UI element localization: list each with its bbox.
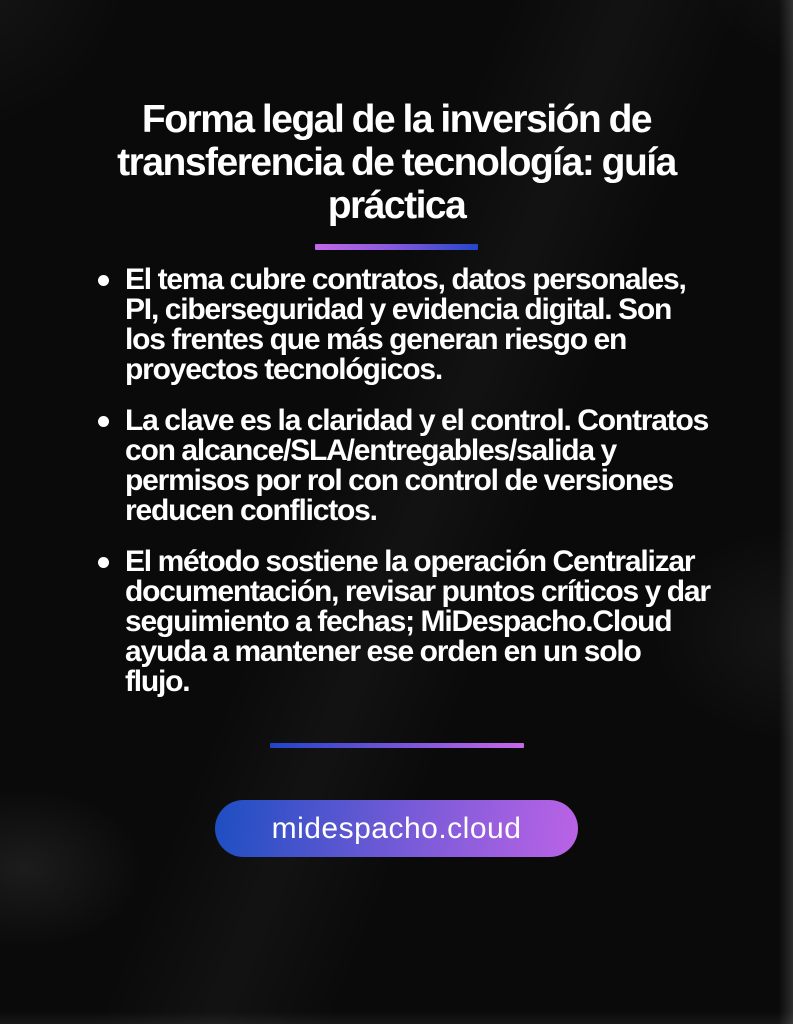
bullet-text: La clave es la claridad y el control. Contratos con alcance/SLA/entregables/salida y permisos por rol con control de versiones reducen conflictos. (125, 404, 709, 527)
gradient-divider-top (315, 244, 478, 250)
list-item (98, 265, 710, 385)
list-item (98, 547, 710, 697)
brand-cta-button[interactable]: midespacho.cloud (215, 800, 578, 857)
gradient-divider-bottom (270, 743, 524, 748)
bullet-dot-icon (98, 557, 109, 568)
page-title: Forma legal de la inversión de transferencia de tecnología: guía práctica (117, 98, 676, 227)
list-item (98, 406, 710, 526)
bullet-dot-icon (98, 275, 109, 286)
bullet-text: El método sostiene la operación Centralizar documentación, revisar puntos críticos y dar seguimiento a fechas; MiDespacho.Cloud ayuda a mantener ese orden en un solo flujo. (125, 545, 710, 698)
bullet-dot-icon (98, 416, 109, 427)
bullet-text: El tema cubre contratos, datos personales, PI, ciberseguridad y evidencia digital. Son los frentes que más generan riesgo en proyectos tecnológicos. (125, 263, 686, 386)
bullet-list (98, 265, 710, 697)
